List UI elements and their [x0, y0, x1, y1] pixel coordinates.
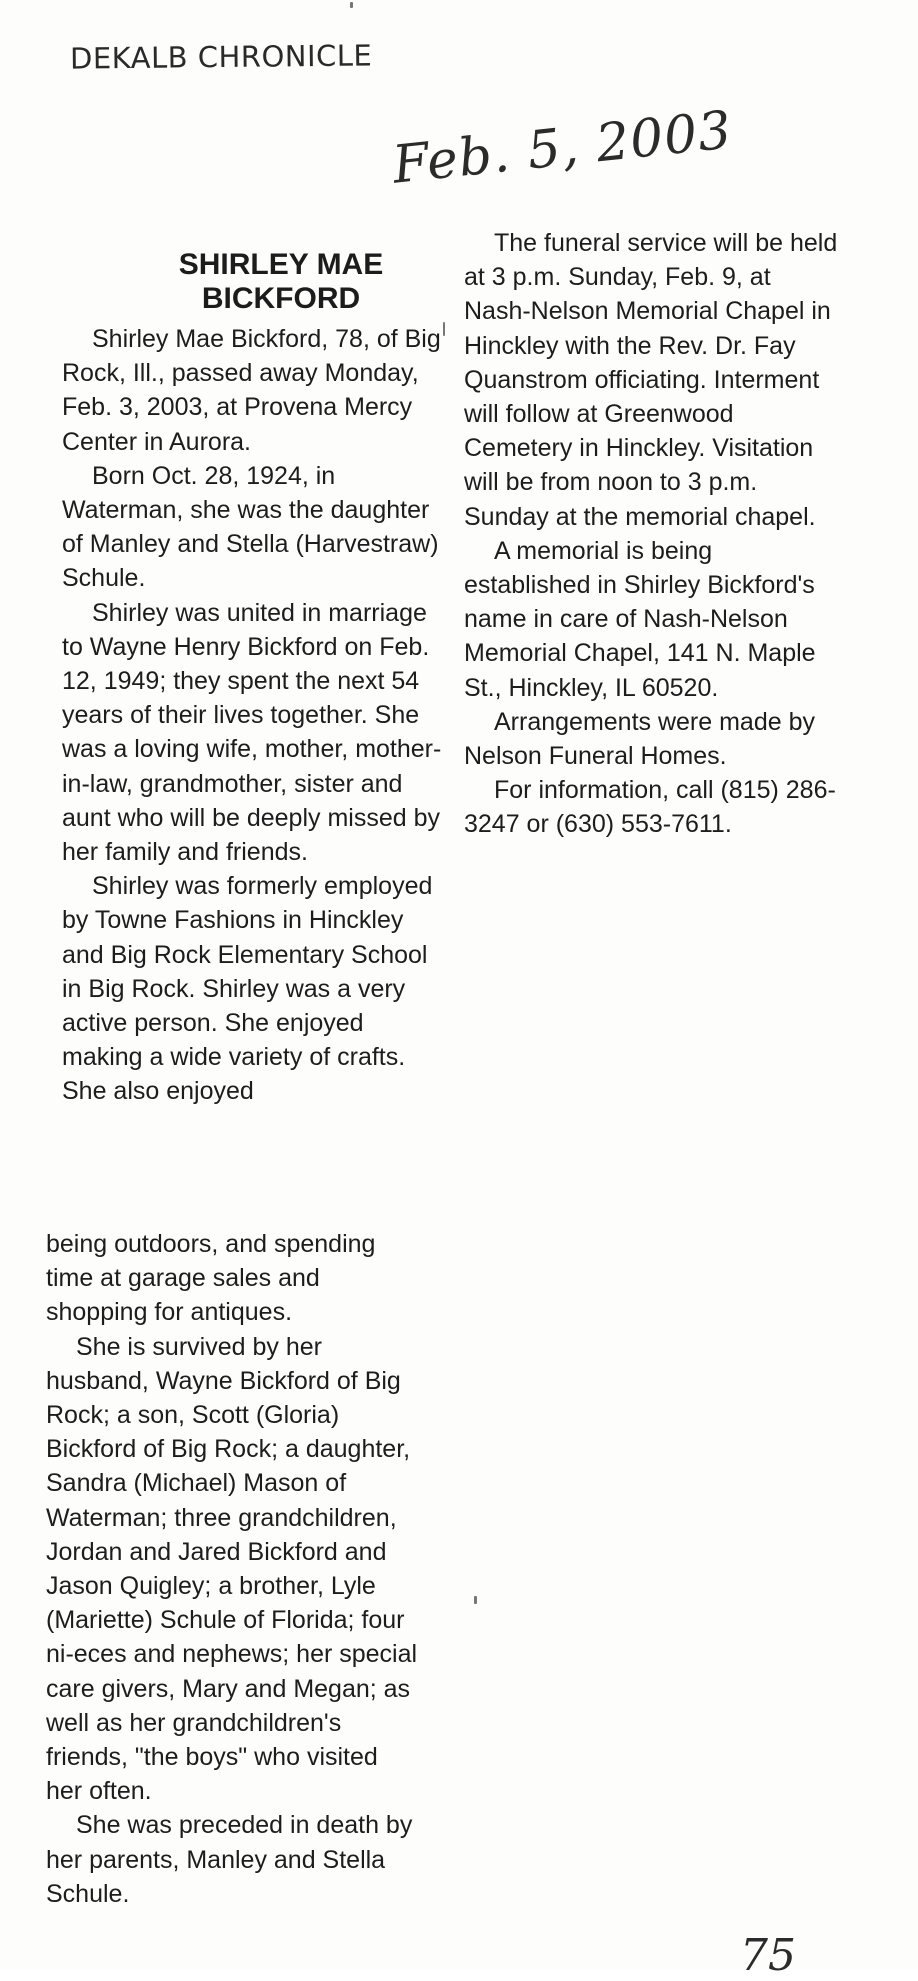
paragraph: Shirley Mae Bickford, 78, of Big Rock, Ill., passed away Monday, Feb. 3, 2003, at Provena Mercy Center in Aurora.	[62, 325, 441, 456]
handwritten-date: Feb. 5, 2003	[389, 100, 736, 196]
paragraph: She was preceded in death by her parents, Manley and Stella Schule.	[46, 1811, 413, 1908]
column-left-bottom	[46, 1227, 418, 1911]
paragraph: Shirley was united in marriage to Wayne Henry Bickford on Feb. 12, 1949; they spent the next 54 years of their lives together. She was a loving wife, mother, mother-in-law, grandmother, sister and aunt who will be deeply missed by her family and friends.	[62, 598, 442, 867]
newspaper-masthead: DEKALB CHRONICLE	[69, 38, 373, 76]
paragraph: The funeral service will be held at 3 p.m. Sunday, Feb. 9, at Nash-Nelson Memorial Chapel in Hinckley with the Rev. Dr. Fay Quanstrom officiating. Interment will follow at Greenwood Cemetery in Hinckley. Visitation will be from noon to 3 p.m. Sunday at the memorial chapel.	[464, 229, 838, 531]
scan-speck	[350, 2, 353, 8]
paragraph: Arrangements were made by Nelson Funeral Homes.	[464, 707, 815, 771]
scan-speck	[443, 322, 445, 336]
paragraph: She is survived by her husband, Wayne Bickford of Big Rock; a son, Scott (Gloria) Bickford of Big Rock; a daughter, Sandra (Michael) Mason of Waterman; three grandchildren, Jordan and Jared Bickford and Jason Quigley; a brother, Lyle (Mariette) Schule of Florida; four ni-eces and nephews; her special care givers, Mary and Megan; as well as her grandchildren's friends, "the boys" who visited her often.	[46, 1332, 418, 1806]
paragraph: A memorial is being established in Shirley Bickford's name in care of Nash-Nelson Memorial Chapel, 141 N. Maple St., Hinckley, IL 60520.	[464, 536, 816, 702]
paragraph: For information, call (815) 286-3247 or (630) 553-7611.	[464, 776, 836, 839]
paragraph: Born Oct. 28, 1924, in Waterman, she was the daughter of Manley and Stella (Harvestraw) Schule.	[62, 461, 439, 593]
paragraph: being outdoors, and spending time at garage sales and shopping for antiques.	[46, 1230, 376, 1327]
scan-speck	[474, 1596, 477, 1604]
handwritten-corner-mark: 75	[740, 1930, 796, 1981]
column-left-top	[62, 322, 442, 1109]
obituary-headline: SHIRLEY MAE BICKFORD	[178, 248, 384, 315]
paragraph: Shirley was formerly employed by Towne Fashions in Hinckley and Big Rock Elementary School in Big Rock. Shirley was a very active person. She enjoyed making a wide variety of crafts. She also enjoyed	[62, 872, 433, 1106]
column-right	[464, 226, 844, 842]
